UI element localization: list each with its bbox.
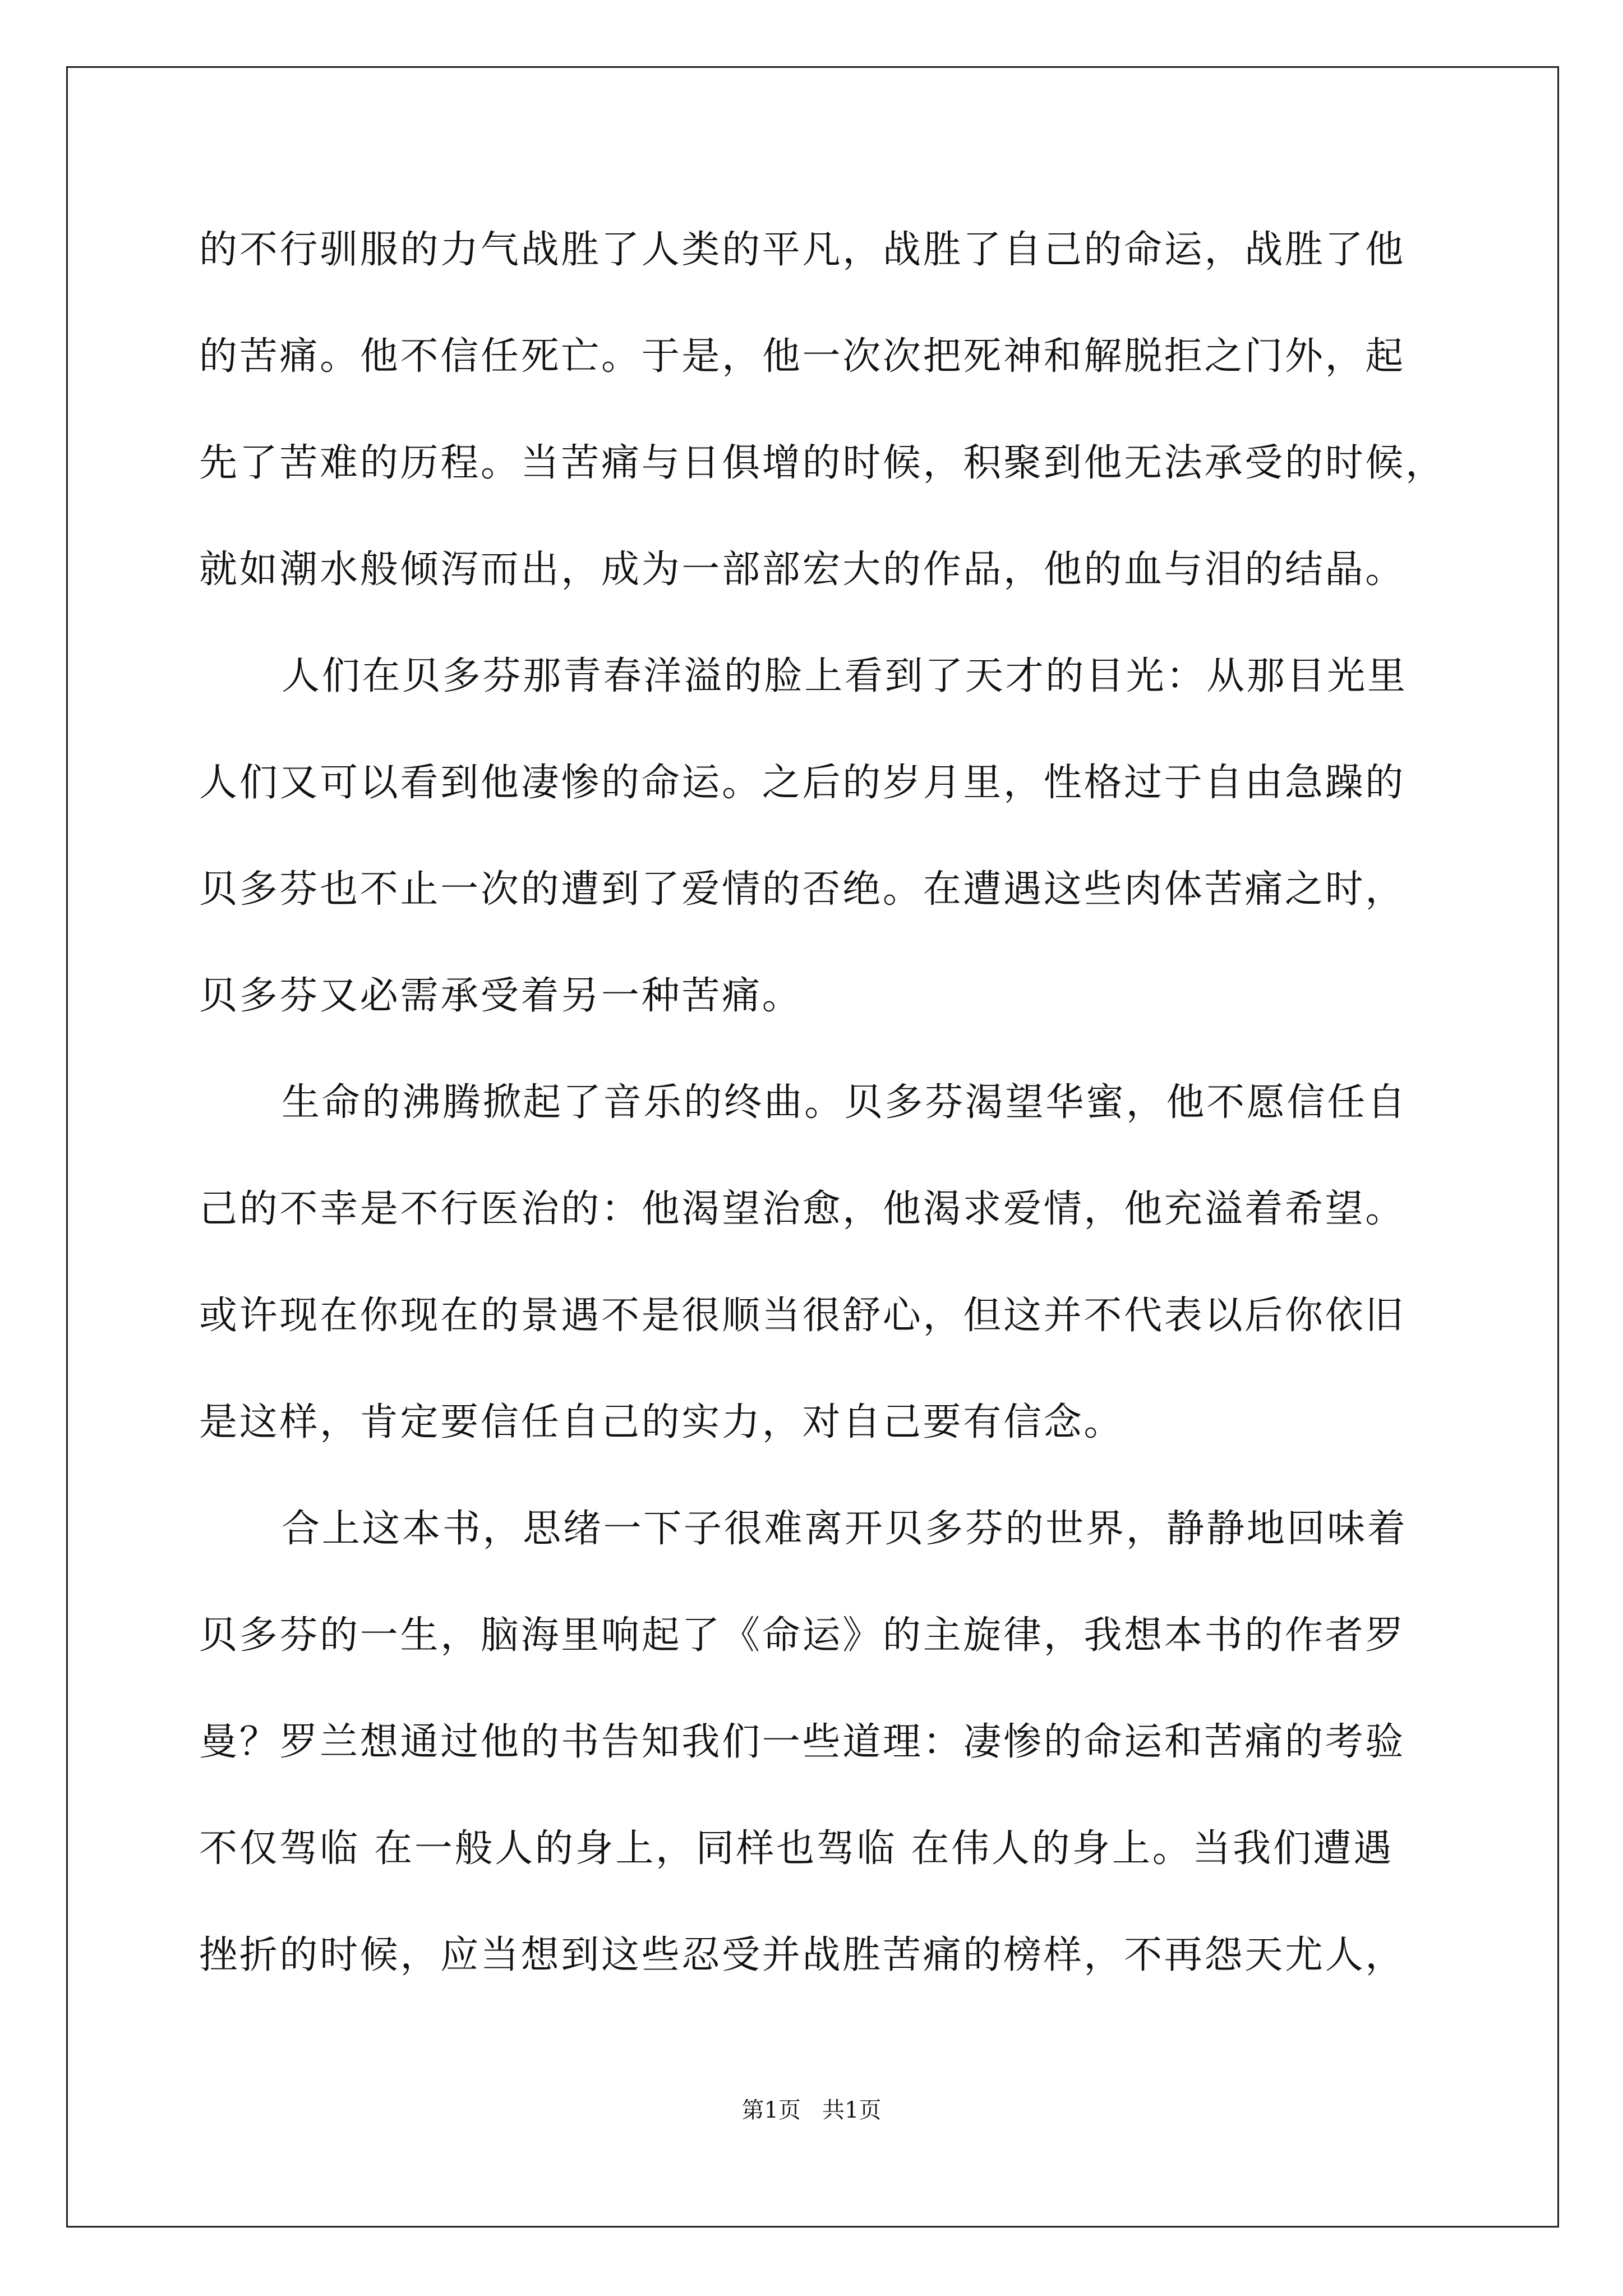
text-line-17: 挫折的时候，应当想到这些忍受并战胜苦痛的榜样，不再怨天尤人， [199, 1933, 1406, 1977]
text-line-16: 不仅驾临 在一般人的身上，同样也驾临 在伟人的身上。当我们遭遇 [199, 1826, 1394, 1871]
text-line-11: 或许现在你现在的景遇不是很顺当很舒心，但这并不代表以后你依旧 [199, 1294, 1406, 1338]
text-line-15: 曼？罗兰想通过他的书告知我们一些道理：凄惨的命运和苦痛的考验 [199, 1720, 1406, 1764]
text-line-3: 先了苦难的历程。当苦痛与日俱增的时候，积聚到他无法承受的时候， [199, 441, 1446, 485]
text-line-4: 就如潮水般倾泻而出，成为一部部宏大的作品，他的血与泪的结晶。 [199, 547, 1406, 592]
text-line-14: 贝多芬的一生，脑海里响起了《命运》的主旋律，我想本书的作者罗 [199, 1613, 1406, 1658]
text-line-8: 贝多芬又必需承受着另一种苦痛。 [199, 974, 803, 1018]
page-number-footer: 第1页 共1页 [741, 2097, 882, 2123]
text-line-13: 合上这本书，思绪一下子很难离开贝多芬的世界，静静地回味着 [282, 1507, 1408, 1551]
text-line-6: 人们又可以看到他凄惨的命运。之后的岁月里，性格过于自由急躁的 [199, 761, 1406, 805]
text-line-1: 的不行驯服的力气战胜了人类的平凡，战胜了自己的命运，战胜了他 [199, 228, 1406, 272]
text-line-5: 人们在贝多芬那青春洋溢的脸上看到了天才的目光：从那目光里 [282, 654, 1408, 698]
text-line-9: 生命的沸腾掀起了音乐的终曲。贝多芬渴望华蜜，他不愿信任自 [282, 1080, 1408, 1125]
text-line-10: 己的不幸是不行医治的：他渴望治愈，他渴求爱情，他充溢着希望。 [199, 1187, 1406, 1231]
text-line-12: 是这样，肯定要信任自己的实力，对自己要有信念。 [199, 1400, 1124, 1444]
text-line-7: 贝多芬也不止一次的遭到了爱情的否绝。在遭遇这些肉体苦痛之时， [199, 867, 1406, 912]
text-line-2: 的苦痛。他不信任死亡。于是，他一次次把死神和解脱拒之门外，起 [199, 334, 1406, 379]
